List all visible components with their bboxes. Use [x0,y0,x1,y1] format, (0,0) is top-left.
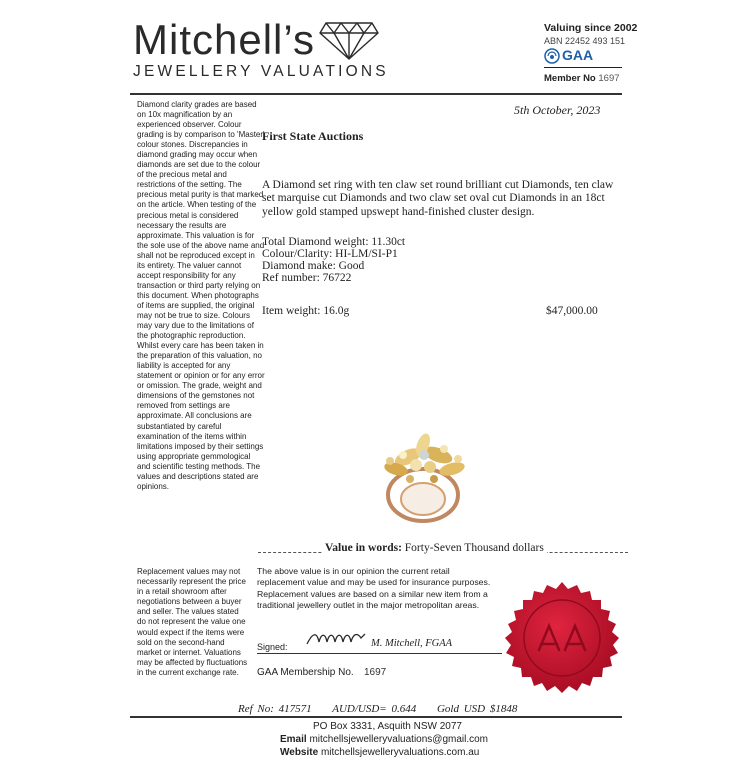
website-url[interactable]: mitchellsjewelleryvaluations.com.au [320,747,480,758]
opinion-statement: The above value is in our opinion the current retail replacement value and may be used for insurance purposes. Replacement values are based on a similar new item from a traditional jewellery outlet in the major metropolitan areas. [257,566,491,610]
header-divider [130,93,622,95]
footer-divider [130,716,622,718]
detail-diamond-make: Diamond make: Good [262,260,365,272]
detail-ref-number: Ref number: 76722 [262,272,352,284]
ring-photo [368,425,478,530]
abn-number: ABN 22452 493 151 [544,36,626,46]
gold-price: Gold USD $1848 [436,703,518,715]
detail-colour-clarity: Colour/Clarity: HI-LM/SI-P1 [262,248,398,260]
member-number [544,73,620,84]
signature-line [257,653,502,654]
disclaimer-text: Diamond clarity grades are based on 10x magnification by an experienced observer. Colour grading is by comparison to 'Master' colour stones. Discrepancies in diamond grading may occur when diamonds are set due to the colour of the precious metal and restrictions of the setting. The precious metal purity is that marked on the article. When testing of the precious metal is considered necessary the results are approximate. This valuation is for the sole use of the above name and shall not be reproduced except in its entirety. The valuer cannot accept responsibility for any transaction or third party relying on this document. When photographs of items are supplied, the original may not be true to size. Colours may vary due to the limitations of the photographic reproduction. Whilst every care has been taken in the preparation of this valuation, no liability is accepted for any statement or opinion or for any error or omission. The grade, weight and dimensions of the gemstones not removed from settings are approximate. All conclusions are substantiated by careful examination of the items within limitations imposed by their settings using appropriate gemmological and scientific testing methods. The values and descriptions stated are opinions. [137,100,265,491]
website-label: Website [280,747,319,758]
valuation-amount: $47,000.00 [546,305,598,317]
website-line [280,747,479,758]
detail-total-weight: Total Diamond weight: 11.30ct [262,236,406,248]
item-weight: Item weight: 16.0g [262,305,350,317]
email-address[interactable]: mitchellsjewelleryvaluations@gmail.com [309,734,489,745]
aud-usd-rate: AUD/USD= 0.644 [332,703,417,715]
gaa-membership-number: 1697 [364,667,387,678]
item-description: A Diamond set ring with ten claw set round brilliant cut Diamonds, ten claw set marquise cut Diamonds and two claw set oval cut Diamonds in an 18ct yellow gold stamped upswept hand-finished cluster design. [262,179,614,218]
ref-number: Ref No: 417571 [238,703,312,715]
member-value: 1697 [598,73,620,84]
reference-line [238,703,533,715]
brand-name: Mitchell’s [133,16,315,63]
valuing-since: Valuing since 2002 [544,22,638,34]
email-line [280,734,488,745]
brand-subtitle: JEWELLERY VALUATIONS [133,63,389,80]
diamond-logo-icon [318,19,380,66]
value-words-text: Forty-Seven Thousand dollars [404,542,544,554]
email-label: Email [280,734,307,745]
valuation-date: 5th October, 2023 [514,103,601,117]
member-divider [544,67,622,68]
wax-seal [501,580,623,707]
postal-address: PO Box 3331, Asquith NSW 2077 [313,721,462,732]
gaa-membership-label: GAA Membership No. [257,667,354,678]
member-label: Member No [544,73,596,84]
recipient-name: First State Auctions [262,129,364,143]
signed-label: Signed: [257,642,288,652]
value-in-words [322,542,547,554]
value-words-label: Value in words: [325,542,402,554]
gaa-logo-text: GAA [562,47,594,63]
replacement-disclaimer: Replacement values may not necessarily represent the price in a retail showroom after negotiations between a buyer and seller. The values stated do not represent the value one would expect if the items were sold on the second-hand market or internet. Valuations may be affected by fluctuations in the current exchange rate. [137,567,248,677]
signer-name: M. Mitchell, FGAA [371,638,453,649]
handwritten-signature [305,628,367,653]
